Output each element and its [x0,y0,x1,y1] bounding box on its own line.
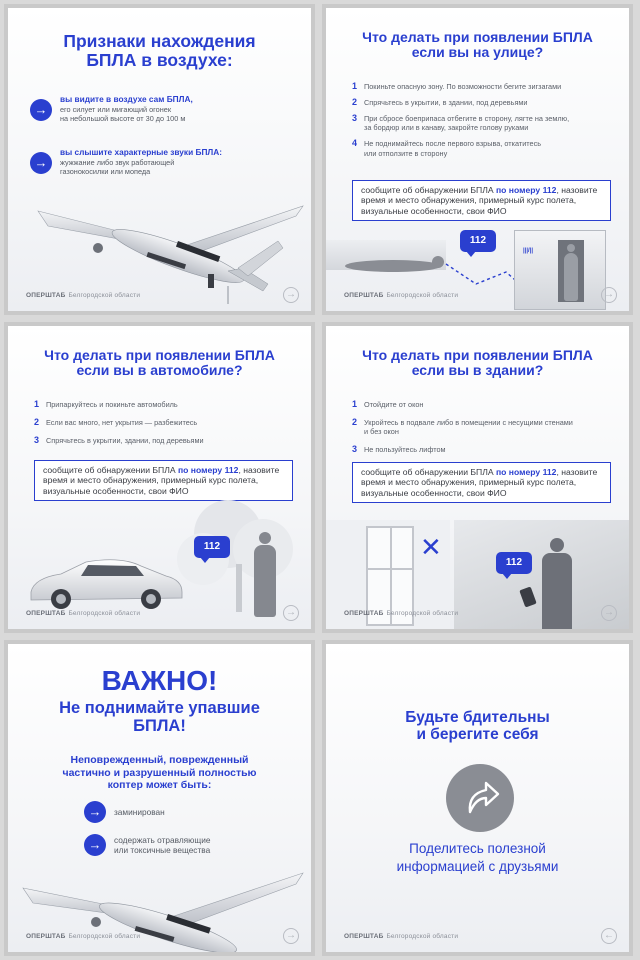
step-text: за бордюр или в канаву, закройте голову руками [364,123,529,133]
desc-line: Неповрежденный, поврежденный [70,754,249,766]
cross-icon: ✕ [420,532,442,562]
box-text: , назовите время и место обнаружения, примерный курс полета, визуальные особенности, свои ФИО [43,465,280,496]
arrow-icon: → [84,834,106,856]
brand-name: ОПЕРШТАБ [26,610,66,617]
steps-list [352,82,617,165]
card-title [8,32,311,70]
step-item [352,139,617,157]
box-highlight: по номеру 112 [495,185,557,195]
share-text [326,840,629,876]
share-line: информацией с друзьями [396,859,559,875]
card-car [4,322,315,633]
brand-footer [344,610,458,617]
report-info-box [352,180,611,221]
share-icon[interactable] [446,764,514,832]
step-text: и без окон [364,427,399,437]
step-number: 3 [352,444,358,455]
step-number: 3 [34,435,40,446]
card-title [326,348,629,378]
brand-footer [26,933,140,940]
title-line: если вы в автомобиле? [76,362,243,379]
step-text: или отползите в сторону [364,148,448,158]
next-arrow-icon[interactable]: → [601,287,617,303]
step-text: Если вас много, нет укрытия — разбежитесь [46,418,198,428]
step-number: 3 [352,113,358,124]
next-arrow-icon[interactable]: → [283,928,299,944]
brand-region: Белгородской области [386,610,459,617]
step-text: Не пользуйтесь лифтом [364,445,446,455]
step-item [34,400,299,409]
share-line: Поделитесь полезной [409,841,546,856]
person-silhouette [252,532,278,618]
step-text: Спрячьтесь в укрытии, здании, под деревьями [46,436,204,446]
danger-item: заминирован [114,807,165,817]
brand-footer [344,292,458,299]
share-arrow-icon [446,764,514,832]
next-arrow-icon[interactable]: → [283,287,299,303]
brand-name: ОПЕРШТАБ [344,292,384,299]
box-text: сообщите об обнаружении БПЛА [43,465,178,475]
desc-line: коптер может быть: [107,779,212,792]
title-line: Будьте бдительны [405,709,550,726]
brand-region: Белгородской области [68,933,141,940]
important-title: ВАЖНО! [101,665,218,696]
brand-name: ОПЕРШТАБ [344,933,384,940]
sign-item [60,147,222,177]
drone-illustration [18,858,308,956]
step-item [352,418,617,436]
step-text: Укройтесь в подвале либо в помещении с несущими стенами [364,418,573,428]
phone-112-bubble: 112 [496,552,532,574]
danger-text: или токсичные вещества [114,845,211,856]
title-line: Что делать при появлении БПЛА [362,29,593,45]
important-subtitle [8,700,311,736]
step-item [352,82,617,91]
subtitle-line: БПЛА! [133,716,186,735]
box-text: , назовите время и место обнаружения, примерный курс полета, визуальные особенности, свои ФИО [361,467,598,498]
brand-name: ОПЕРШТАБ [26,933,66,940]
sign-detail: жужжание либо звук работающей [60,157,175,167]
lying-person-illustration [338,252,448,276]
step-text: Покиньте опасную зону. По возможности бегите зигзагами [364,82,562,91]
step-number: 2 [352,417,358,428]
title-line: Что делать при появлении БПЛА [362,347,593,363]
step-text: При сбросе боеприпаса отбегите в сторону, лягте на землю, [364,114,570,124]
card-building [322,322,633,633]
card-important [4,640,315,956]
step-item [352,98,617,107]
card-street [322,4,633,315]
step-item [352,445,617,454]
step-text: Отойдите от окон [364,400,424,409]
brand-name: ОПЕРШТАБ [344,610,384,617]
brand-region: Белгородской области [68,610,141,617]
box-highlight: по номеру 112 [177,465,239,475]
step-text: Припаркуйтесь и покиньте автомобиль [46,400,178,409]
box-text: , назовите время и место обнаружения, примерный курс полета, визуальные особенности, свои ФИО [361,185,598,216]
phone-112-bubble: 112 [194,536,230,558]
person-silhouette [562,244,580,302]
step-item [352,400,617,409]
drone-illustration [28,186,308,306]
title-line: и берегите себя [416,725,539,743]
box-highlight: по номеру 112 [495,467,557,477]
desc-line: частично и разрушенный полностью [62,766,257,779]
arrow-icon: → [30,152,52,174]
title-line: если вы в здании? [411,362,544,379]
step-number: 1 [352,399,358,409]
box-text: сообщите об обнаружении БПЛА [361,467,496,477]
person-silhouette [540,538,574,633]
next-arrow-icon[interactable]: → [601,605,617,621]
sign-heading: вы слышите характерные звуки БПЛА: [60,147,222,157]
title-line: если вы на улице? [411,44,544,61]
card-title [326,710,629,743]
danger-text: содержать отравляющие [114,835,211,845]
brand-footer [26,610,140,617]
card-title [8,348,311,378]
report-info-box [352,462,611,503]
brand-region: Белгородской области [386,292,459,299]
sign-item [60,94,193,124]
next-arrow-icon[interactable]: → [283,605,299,621]
step-number: 4 [352,138,358,149]
phone-112-bubble: 112 [460,230,496,252]
title-line: БПЛА в воздухе: [86,49,233,70]
title-line: Признаки нахождения [63,31,256,51]
title-line: Что делать при появлении БПЛА [44,347,275,363]
danger-item [114,835,210,856]
step-number: 2 [352,97,358,108]
step-item [34,418,299,427]
arrow-icon: → [84,801,106,823]
sign-heading: вы видите в воздухе сам БПЛА, [60,94,193,104]
card-title [326,30,629,60]
step-item [352,114,617,132]
shelter-sign: |||/|| [523,248,534,254]
sign-detail: газонокосилки или мопеда [60,167,151,177]
step-number: 1 [34,399,40,409]
back-arrow-icon[interactable]: ← [601,928,617,944]
steps-list [352,400,617,461]
step-text: Не поднимайтесь после первого взрыва, откатитесь [364,139,542,149]
tree-illustration [168,494,308,614]
step-number: 2 [34,417,40,428]
card-share [322,640,633,956]
sign-detail: его силует или мигающий огонек [60,104,172,114]
subtitle-line: Не поднимайте упавшие [59,699,260,717]
box-text: сообщите об обнаружении БПЛА [361,185,496,195]
card-drone-signs [4,4,315,315]
brand-region: Белгородской области [68,292,141,299]
step-number: 1 [352,81,358,91]
copter-description [8,754,311,792]
brand-region: Белгородской области [386,933,459,940]
brand-footer [344,933,458,940]
arrow-icon: → [30,99,52,121]
brand-footer [26,292,140,299]
step-item [34,436,299,445]
sign-detail: на небольшой высоте от 30 до 100 м [60,114,186,124]
steps-list [34,400,299,452]
brand-name: ОПЕРШТАБ [26,292,66,299]
car-illustration [26,554,186,614]
step-text: Спрячьтесь в укрытии, в здании, под деревьями [364,98,528,108]
